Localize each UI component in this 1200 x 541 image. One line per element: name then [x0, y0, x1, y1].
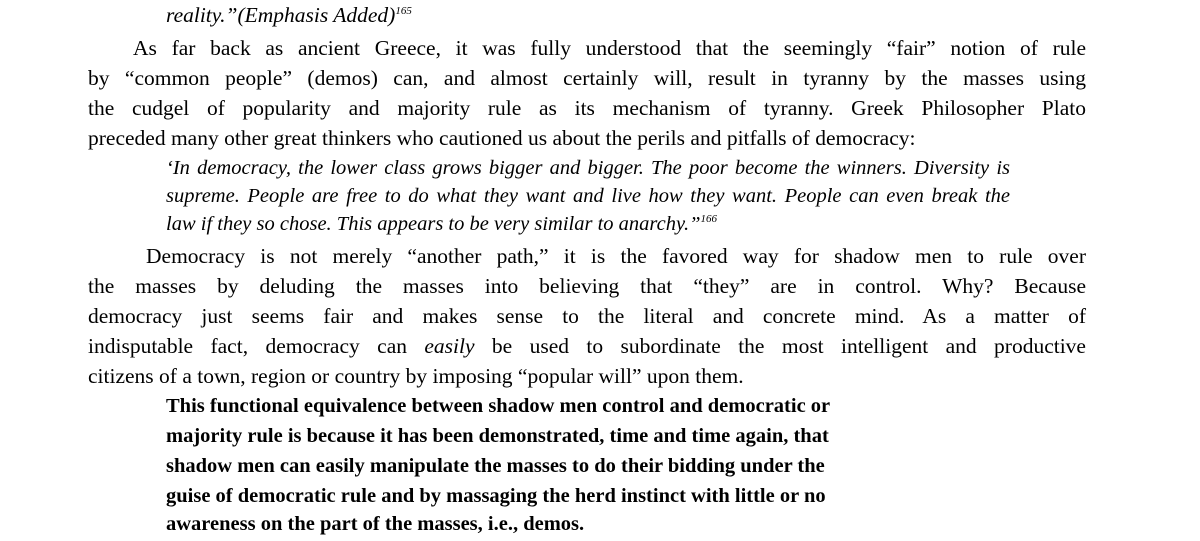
paragraph-2-line-1: Democracy is not merely “another path,” it is the favored way for shadow men to rule over [146, 244, 1086, 268]
paragraph-1-line-2: by “common people” (demos) can, and almost certainly will, result in tyranny by the masses using [88, 66, 1086, 90]
emphasis-easily: easily [424, 334, 475, 358]
bold-passage-line-4: guise of democratic rule and by massaging the herd instinct with little or no [166, 485, 826, 507]
paragraph-2-line-2: the masses by deluding the masses into believing that “they” are in control. Why? Because [88, 274, 1086, 298]
quote-ending-line [166, 2, 412, 28]
footnote-ref-165[interactable]: 165 [395, 4, 412, 17]
footnote-ref-166[interactable]: 166 [700, 213, 717, 226]
bold-passage-line-2: majority rule is because it has been demonstrated, time and time again, that [166, 425, 829, 447]
bold-passage-line-3: shadow men can easily manipulate the masses to do their bidding under the [166, 455, 825, 477]
paragraph-1-line-3: the cudgel of popularity and majority rule as its mechanism of tyranny. Greek Philosopher Plato [88, 96, 1086, 120]
paragraph-2-line-5: citizens of a town, region or country by imposing “popular will” upon them. [88, 364, 744, 388]
plato-quote-line-2: supreme. People are free to do what they want and live how they want. People can even break the [166, 185, 1010, 207]
bold-passage-line-5: awareness on the part of the masses, i.e., demos. [166, 513, 585, 535]
plato-quote-line-1: ‘In democracy, the lower class grows bigger and bigger. The poor become the winners. Diversity is [166, 157, 1010, 179]
plato-quote-line-3 [166, 211, 717, 237]
paragraph-2-line-4-post: be used to subordinate the most intelligent and productive [474, 334, 1086, 358]
paragraph-1-line-1: As far back as ancient Greece, it was fully understood that the seemingly “fair” notion of rule [133, 36, 1086, 60]
paragraph-1-line-4: preceded many other great thinkers who cautioned us about the perils and pitfalls of democracy: [88, 126, 916, 150]
plato-quote-line-3-text: law if they so chose. This appears to be very similar to anarchy.” [166, 213, 701, 235]
paragraph-2-line-3: democracy just seems fair and makes sense to the literal and concrete mind. As a matter of [88, 304, 1086, 328]
bold-passage-line-1: This functional equivalence between shadow men control and democratic or [166, 395, 831, 417]
paragraph-2-line-4 [88, 333, 1086, 359]
quote-ending-text: reality.”(Emphasis Added) [166, 3, 396, 27]
paragraph-2-line-4-pre: indisputable fact, democracy can [88, 334, 425, 358]
